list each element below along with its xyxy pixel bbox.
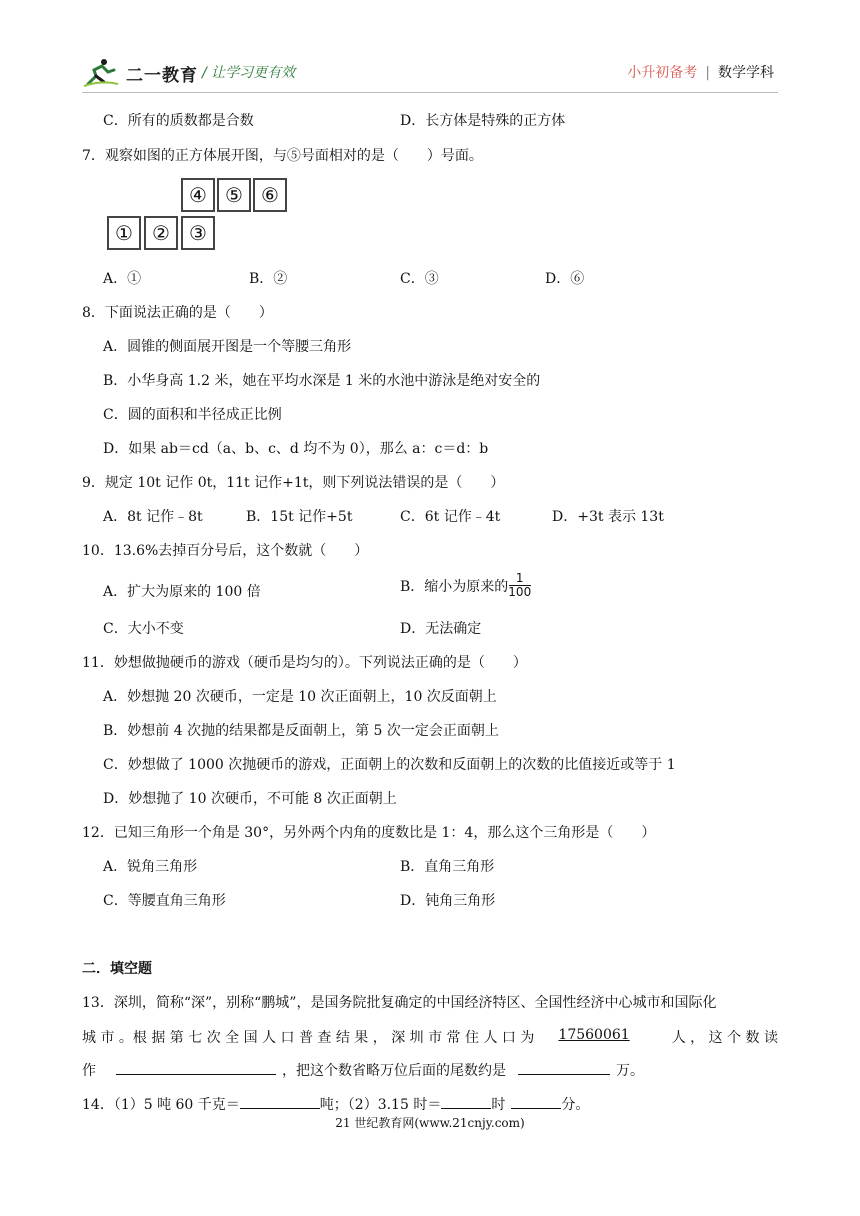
q7-option-d: D．⑥ bbox=[545, 271, 585, 287]
q13-reading-blank[interactable] bbox=[116, 1060, 276, 1075]
q13-line-2-text-b: 人 ， 这 个 数 读 bbox=[671, 1030, 778, 1046]
q14-ton-blank[interactable] bbox=[240, 1094, 320, 1109]
logo-text: 二一教育 bbox=[126, 65, 198, 86]
q10-option-d: D．无法确定 bbox=[400, 621, 482, 637]
q8-stem: 8．下面说法正确的是（ ） bbox=[82, 305, 273, 321]
q13-line-3 bbox=[82, 1060, 644, 1080]
fraction-denominator: 100 bbox=[508, 585, 532, 599]
q7-option-c: C．③ bbox=[400, 271, 439, 287]
q13-line-3-text-a: 作 bbox=[82, 1063, 96, 1079]
q11-option-a: A．妙想抛 20 次硬币，一定是 10 次正面朝上，10 次反面朝上 bbox=[103, 689, 497, 705]
q11-option-d: D．妙想抛了 10 次硬币，不可能 8 次正面朝上 bbox=[103, 791, 397, 807]
q12-option-d: D．钝角三角形 bbox=[400, 893, 496, 909]
q13-approx-blank[interactable] bbox=[518, 1060, 610, 1075]
page-footer: 21 世纪教育网(www.21cnjy.com) bbox=[335, 1116, 525, 1130]
q10-option-b-text: B．缩小为原来的 bbox=[400, 578, 509, 595]
fraction-numerator: 1 bbox=[515, 571, 524, 585]
q14-text-3: 时 bbox=[491, 1097, 506, 1113]
q14-line bbox=[82, 1094, 589, 1114]
q12-option-a: A．锐角三角形 bbox=[103, 859, 198, 875]
q13-line-1: 13．深圳，简称“深”，别称“鹏城”，是国务院批复确定的中国经济特区、全国性经济中心城市和国际化 bbox=[82, 995, 717, 1011]
q14-hour-blank[interactable] bbox=[441, 1094, 491, 1109]
header-exam-label: 小升初备考 bbox=[627, 65, 698, 81]
fraction-one-hundredth bbox=[508, 572, 531, 599]
q7-stem: 7．观察如图的正方体展开图，与⑤号面相对的是（ ）号面。 bbox=[82, 148, 483, 164]
runner-logo-icon bbox=[82, 58, 120, 88]
q11-option-b: B．妙想前 4 次抛的结果都是反面朝上，第 5 次一定会正面朝上 bbox=[103, 723, 499, 739]
q14-text-4: 分。 bbox=[561, 1097, 590, 1113]
q9-option-c: C．6t 记作﹣4t bbox=[400, 509, 501, 525]
q12-option-c: C．等腰直角三角形 bbox=[103, 893, 226, 909]
q10-option-b bbox=[400, 572, 531, 599]
q8-option-c: C．圆的面积和半径成正比例 bbox=[103, 407, 282, 423]
q12-option-b: B．直角三角形 bbox=[400, 859, 495, 875]
q9-option-a: A．8t 记作﹣8t bbox=[103, 509, 203, 525]
q7-option-b: B．② bbox=[249, 271, 288, 287]
cube-face-4: ④ bbox=[181, 178, 215, 212]
cube-face-6: ⑥ bbox=[253, 178, 287, 212]
q11-option-c: C．妙想做了 1000 次抛硬币的游戏，正面朝上的次数和反面朝上的次数的比值接近或等于 1 bbox=[103, 757, 676, 773]
q12-stem: 12．已知三角形一个角是 30°，另外两个内角的度数比是 1：4，那么这个三角形是（ ） bbox=[82, 825, 656, 841]
q10-option-a: A．扩大为原来的 100 倍 bbox=[103, 584, 261, 600]
q14-text-1: 14．（1）5 吨 60 千克＝ bbox=[82, 1097, 240, 1113]
q13-line-3-text-c: 万。 bbox=[616, 1063, 644, 1079]
logo bbox=[82, 58, 198, 88]
cube-face-5: ⑤ bbox=[217, 178, 251, 212]
q10-option-c: C．大小不变 bbox=[103, 621, 184, 637]
q13-line-2-text-a: 城 市 。根 据 第 七 次 全 国 人 口 普 查 结 果 ， 深 圳 市 常 住 人 口 为 bbox=[82, 1030, 535, 1046]
cube-face-1: ① bbox=[107, 216, 141, 250]
q8-option-d: D．如果 ab＝cd（a、b、c、d 均不为 0），那么 a：c＝d：b bbox=[103, 441, 489, 457]
q9-stem: 9．规定 10t 记作 0t，11t 记作+1t，则下列说法错误的是（ ） bbox=[82, 475, 505, 491]
q13-line-2 bbox=[82, 1027, 778, 1047]
q13-population-number: 17560061 bbox=[558, 1027, 630, 1043]
q11-stem: 11．妙想做抛硬币的游戏（硬币是均匀的）。下列说法正确的是（ ） bbox=[82, 655, 527, 671]
q13-line-3-text-b: ，把这个数省略万位后面的尾数约是 bbox=[282, 1063, 506, 1079]
slogan: / 让学习更有效 bbox=[202, 65, 296, 81]
q9-option-b: B．15t 记作+5t bbox=[246, 509, 353, 525]
cube-face-3: ③ bbox=[181, 216, 215, 250]
q10-stem: 10．13.6%去掉百分号后，这个数就（ ） bbox=[82, 543, 369, 559]
cube-face-2: ② bbox=[144, 216, 178, 250]
q9-option-d: D．+3t 表示 13t bbox=[552, 509, 664, 525]
q14-minute-blank[interactable] bbox=[511, 1094, 561, 1109]
q14-text-2: 吨；（2）3.15 时＝ bbox=[319, 1097, 442, 1113]
q6-option-d: D．长方体是特殊的正方体 bbox=[400, 113, 566, 129]
section-title-fill-blank: 二．填空题 bbox=[82, 961, 152, 977]
q7-option-a: A．① bbox=[103, 271, 142, 287]
q8-option-a: A．圆锥的侧面展开图是一个等腰三角形 bbox=[103, 339, 352, 355]
q6-option-c: C．所有的质数都是合数 bbox=[103, 113, 254, 129]
q8-option-b: B．小华身高 1.2 米，她在平均水深是 1 米的水池中游泳是绝对安全的 bbox=[103, 373, 541, 389]
header-rule bbox=[82, 92, 778, 93]
header-right bbox=[627, 62, 774, 82]
header-separator: | bbox=[705, 65, 710, 81]
header-subject-label: 数学学科 bbox=[718, 65, 774, 81]
